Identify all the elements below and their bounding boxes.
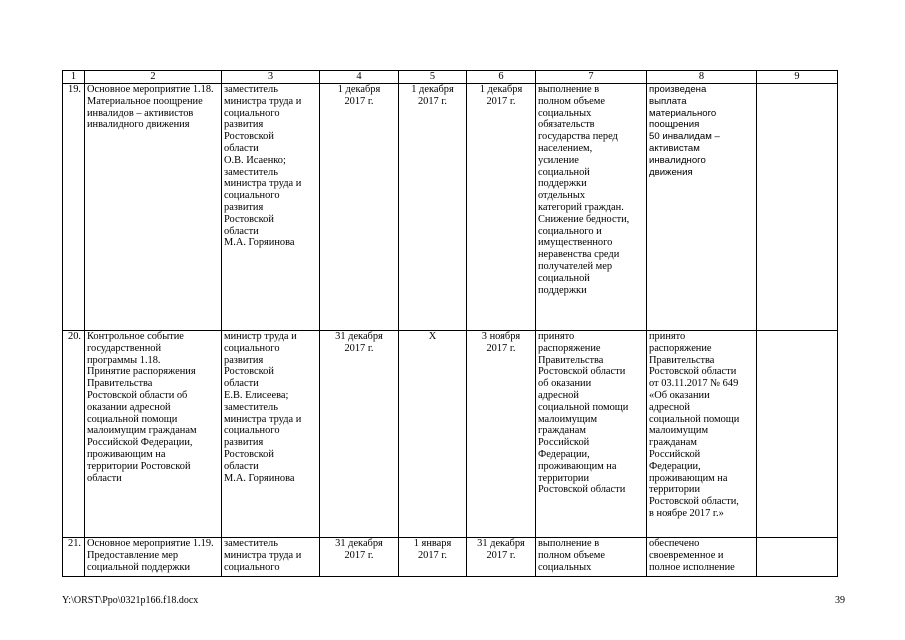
- column-header: 8: [647, 71, 757, 84]
- responsible-cell: заместитель министра труда и социального: [222, 538, 320, 577]
- column-header: 2: [85, 71, 222, 84]
- notes-cell: [757, 331, 838, 538]
- responsible-cell: министр труда и социального развития Ростовской области Е.В. Елисеева; заместитель министра труда и социального развития Ростовской области М.А. Горяинова: [222, 331, 320, 538]
- actual-result-cell: принято распоряжение Правительства Ростовской области от 03.11.2017 № 649 «Об оказании адресной социальной помощи малоимущим гражданам Российской Федерации, проживающим на территории Ростовской области, в ноябре 2017 г.»: [647, 331, 757, 538]
- page-number: 39: [835, 595, 845, 606]
- date-cell: Х: [399, 331, 467, 538]
- actual-result-cell: произведена выплата материального поощрения 50 инвалидам – активистам инвалидного движения: [647, 84, 757, 331]
- date-cell: 1 декабря 2017 г.: [467, 84, 536, 331]
- column-header: 4: [320, 71, 399, 84]
- column-header: 6: [467, 71, 536, 84]
- expected-result-cell: выполнение в полном объеме социальных: [536, 538, 647, 577]
- table-row: [63, 331, 838, 538]
- column-header: 3: [222, 71, 320, 84]
- event-cell: Основное мероприятие 1.18. Материальное поощрение инвалидов – активистов инвалидного движения: [85, 84, 222, 331]
- footer-file-path: Y:\ORST\Ppo\0321p166.f18.docx: [62, 595, 199, 606]
- column-header: 5: [399, 71, 467, 84]
- notes-cell: [757, 538, 838, 577]
- actual-result-cell: обеспечено своевременное и полное исполнение: [647, 538, 757, 577]
- date-cell: 31 декабря 2017 г.: [467, 538, 536, 577]
- date-cell: 31 декабря 2017 г.: [320, 331, 399, 538]
- date-cell: 1 декабря 2017 г.: [399, 84, 467, 331]
- event-cell: Основное мероприятие 1.19. Предоставление мер социальной поддержки: [85, 538, 222, 577]
- row-number: 20.: [63, 331, 85, 538]
- date-cell: 1 декабря 2017 г.: [320, 84, 399, 331]
- date-cell: 31 декабря 2017 г.: [320, 538, 399, 577]
- column-header: 9: [757, 71, 838, 84]
- expected-result-cell: выполнение в полном объеме социальных обязательств государства перед населением, усиление социальной поддержки отдельных категорий граждан. Снижение бедности, социального и имущественного неравенства среди получателей мер социальной поддержки: [536, 84, 647, 331]
- row-number: 19.: [63, 84, 85, 331]
- notes-cell: [757, 84, 838, 331]
- expected-result-cell: принято распоряжение Правительства Ростовской области об оказании адресной социальной помощи малоимущим гражданам Российской Федерации, проживающим на территории Ростовской области: [536, 331, 647, 538]
- table-row: [63, 84, 838, 331]
- table-row: [63, 538, 838, 577]
- report-table: [62, 70, 838, 577]
- column-header: 7: [536, 71, 647, 84]
- table-header-row: [63, 71, 838, 84]
- column-header: 1: [63, 71, 85, 84]
- responsible-cell: заместитель министра труда и социального развития Ростовской области О.В. Исаенко; заместитель министра труда и социального развития Ростовской области М.А. Горяинова: [222, 84, 320, 331]
- row-number: 21.: [63, 538, 85, 577]
- date-cell: 3 ноября 2017 г.: [467, 331, 536, 538]
- event-cell: Контрольное событие государственной программы 1.18. Принятие распоряжения Правительства Ростовской области об оказании адресной социальной помощи малоимущим гражданам Российской Федерации, проживающим на территории Ростовской области: [85, 331, 222, 538]
- date-cell: 1 января 2017 г.: [399, 538, 467, 577]
